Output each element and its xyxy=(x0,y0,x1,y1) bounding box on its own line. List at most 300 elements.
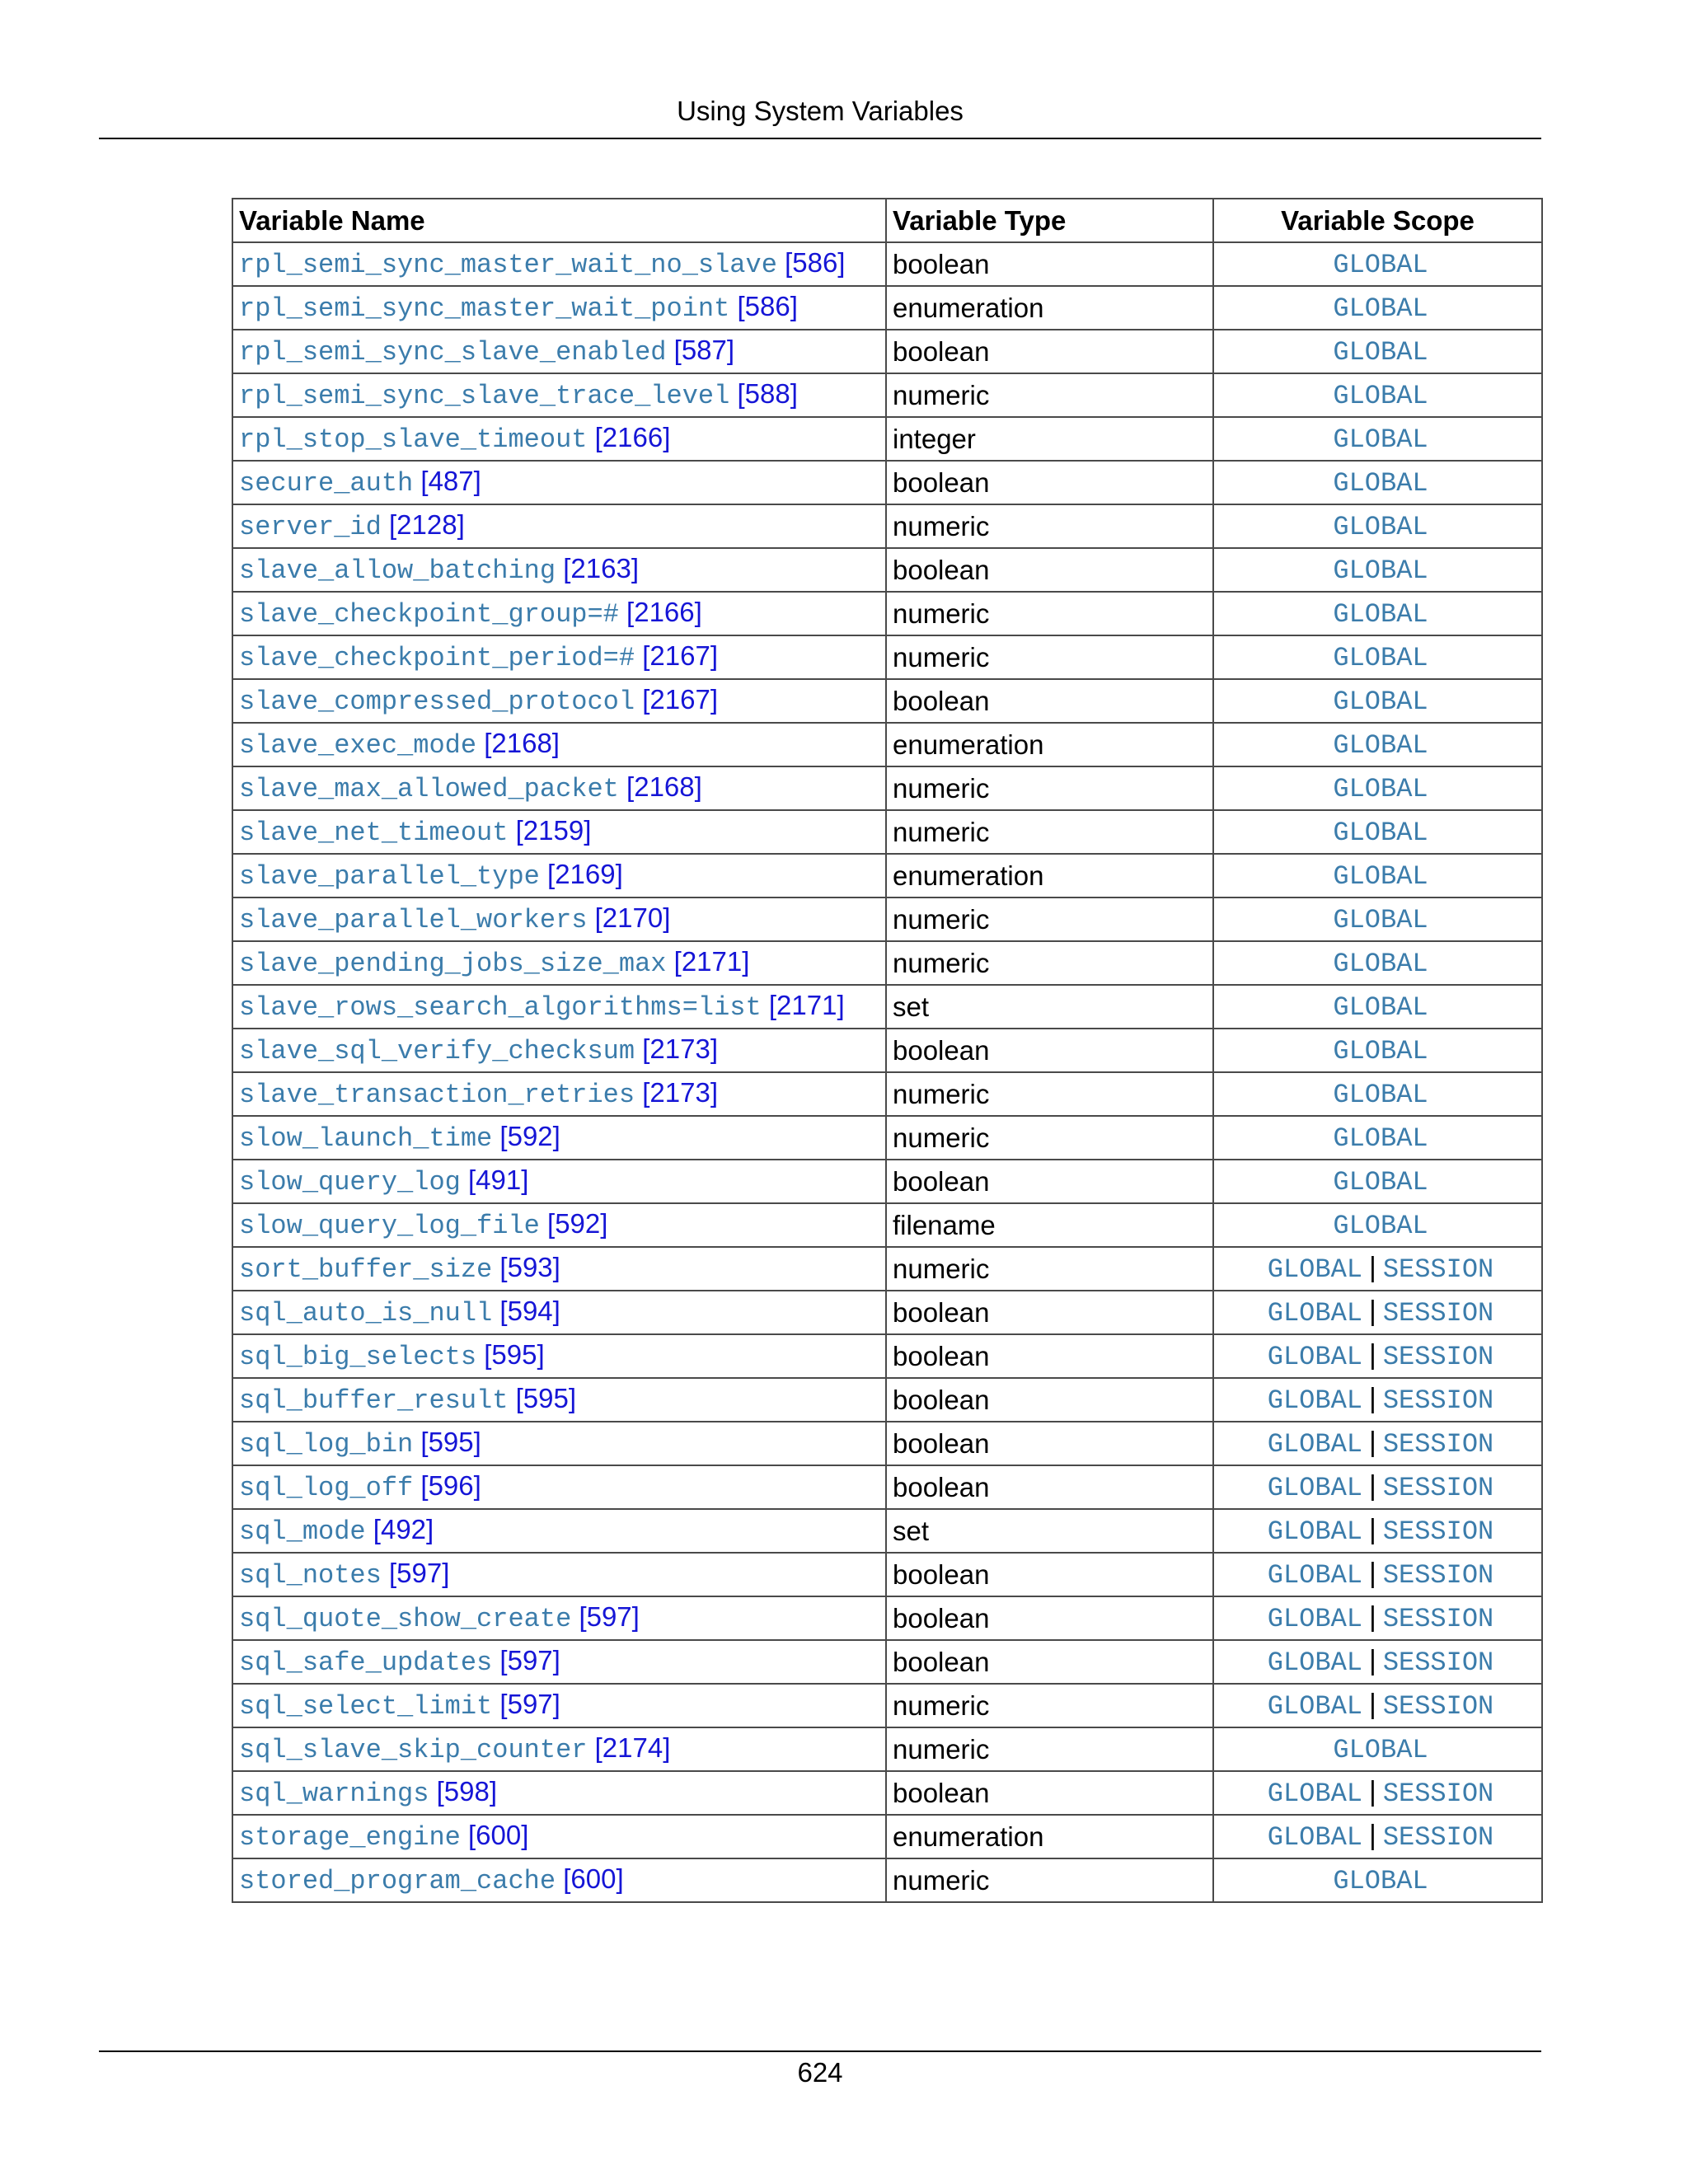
system-variables-table xyxy=(232,198,1543,1903)
variable-type-cell: numeric xyxy=(886,1727,1213,1771)
variable-name-link[interactable]: sql_select_limit xyxy=(239,1691,493,1722)
page-reference-link[interactable]: [491] xyxy=(468,1165,529,1195)
variable-type-cell: numeric xyxy=(886,373,1213,417)
column-header-variable-scope: Variable Scope xyxy=(1213,199,1542,242)
variable-type-cell: boolean xyxy=(886,548,1213,592)
variable-type-cell: numeric xyxy=(886,941,1213,985)
table-row xyxy=(232,635,1542,679)
variable-name-cell xyxy=(232,1640,886,1684)
variable-scope-cell xyxy=(1213,1465,1542,1509)
variable-name-link[interactable]: rpl_semi_sync_slave_trace_level xyxy=(239,381,730,411)
variable-name-link[interactable]: slow_launch_time xyxy=(239,1123,493,1154)
variable-scope-cell xyxy=(1213,1291,1542,1334)
variable-type-cell: boolean xyxy=(886,330,1213,373)
variable-name-cell xyxy=(232,1378,886,1422)
variable-name-link[interactable]: sql_quote_show_create xyxy=(239,1604,572,1634)
page-reference-link[interactable]: [492] xyxy=(373,1514,434,1544)
table-row xyxy=(232,941,1542,985)
variable-name-cell xyxy=(232,417,886,461)
variable-name-link[interactable]: slave_checkpoint_period=# xyxy=(239,643,635,673)
variable-name-cell xyxy=(232,635,886,679)
table-row xyxy=(232,461,1542,504)
scope-value[interactable]: SESSION xyxy=(1382,1385,1494,1416)
variable-type-cell: boolean xyxy=(886,1378,1213,1422)
variable-scope-cell xyxy=(1213,592,1542,635)
variable-scope-cell xyxy=(1213,1553,1542,1596)
scope-value[interactable]: GLOBAL xyxy=(1333,687,1428,717)
table-row xyxy=(232,1422,1542,1465)
column-header-variable-name: Variable Name xyxy=(232,199,886,242)
variable-type-cell: set xyxy=(886,985,1213,1029)
scope-separator: | xyxy=(1368,1645,1376,1676)
page-reference-link[interactable]: [2128] xyxy=(389,509,465,540)
page-reference-link[interactable]: [586] xyxy=(737,291,798,321)
variable-scope-cell xyxy=(1213,1116,1542,1160)
page-reference-link[interactable]: [2173] xyxy=(642,1077,718,1108)
variable-type-cell: filename xyxy=(886,1203,1213,1247)
variable-name-link[interactable]: slave_max_allowed_packet xyxy=(239,774,619,804)
variable-scope-cell xyxy=(1213,242,1542,286)
table-row xyxy=(232,810,1542,854)
page-header-title: Using System Variables xyxy=(677,96,964,126)
variable-name-link[interactable]: secure_auth xyxy=(239,468,414,499)
variable-scope-cell xyxy=(1213,1509,1542,1553)
page-reference-link[interactable]: [592] xyxy=(499,1121,560,1151)
table-row xyxy=(232,1378,1542,1422)
variable-name-cell xyxy=(232,854,886,898)
scope-value[interactable]: GLOBAL xyxy=(1333,1167,1428,1197)
scope-value[interactable]: GLOBAL xyxy=(1333,424,1428,455)
variable-name-link[interactable]: sql_buffer_result xyxy=(239,1385,509,1416)
page-reference-link[interactable]: [2174] xyxy=(594,1732,671,1763)
variable-scope-cell xyxy=(1213,1203,1542,1247)
variable-type-cell: boolean xyxy=(886,1160,1213,1203)
variable-name-cell xyxy=(232,941,886,985)
table-row xyxy=(232,1684,1542,1727)
variable-name-cell xyxy=(232,1858,886,1902)
variable-name-cell xyxy=(232,461,886,504)
scope-separator: | xyxy=(1368,1689,1376,1720)
scope-value[interactable]: GLOBAL xyxy=(1267,1473,1362,1503)
scope-value[interactable]: SESSION xyxy=(1382,1604,1494,1634)
variable-name-cell xyxy=(232,330,886,373)
variable-name-cell xyxy=(232,810,886,854)
variable-name-cell xyxy=(232,1029,886,1072)
scope-value[interactable]: GLOBAL xyxy=(1267,1298,1362,1329)
variable-type-cell: boolean xyxy=(886,1640,1213,1684)
scope-value[interactable]: GLOBAL xyxy=(1333,512,1428,542)
variable-name-cell xyxy=(232,1771,886,1815)
variable-name-cell xyxy=(232,679,886,723)
variable-type-cell: boolean xyxy=(886,1596,1213,1640)
variable-type-cell: numeric xyxy=(886,766,1213,810)
variable-scope-cell xyxy=(1213,1771,1542,1815)
page-reference-link[interactable]: [597] xyxy=(579,1601,640,1632)
variable-name-link[interactable]: sort_buffer_size xyxy=(239,1254,493,1285)
variable-name-cell xyxy=(232,723,886,766)
variable-scope-cell xyxy=(1213,985,1542,1029)
scope-value[interactable]: SESSION xyxy=(1382,1516,1494,1547)
page-reference-link[interactable]: [595] xyxy=(515,1383,577,1413)
variable-type-cell: numeric xyxy=(886,1247,1213,1291)
scope-value[interactable]: GLOBAL xyxy=(1267,1429,1362,1460)
variable-name-cell xyxy=(232,1596,886,1640)
table-row xyxy=(232,242,1542,286)
variable-scope-cell xyxy=(1213,1247,1542,1291)
scope-value[interactable]: SESSION xyxy=(1382,1298,1494,1329)
variable-name-cell xyxy=(232,1334,886,1378)
scope-value[interactable]: SESSION xyxy=(1382,1779,1494,1809)
page-reference-link[interactable]: [595] xyxy=(484,1339,545,1370)
page-reference-link[interactable]: [2170] xyxy=(594,902,671,933)
variable-name-link[interactable]: stored_program_cache xyxy=(239,1866,556,1896)
scope-value[interactable]: SESSION xyxy=(1382,1254,1494,1285)
scope-separator: | xyxy=(1368,1558,1376,1589)
scope-value[interactable]: GLOBAL xyxy=(1333,1211,1428,1241)
table-row xyxy=(232,1291,1542,1334)
scope-value[interactable]: GLOBAL xyxy=(1267,1822,1362,1853)
variable-name-cell xyxy=(232,898,886,941)
table-row xyxy=(232,1029,1542,1072)
variable-scope-cell xyxy=(1213,548,1542,592)
variable-type-cell: numeric xyxy=(886,504,1213,548)
variable-scope-cell xyxy=(1213,1596,1542,1640)
scope-value[interactable]: GLOBAL xyxy=(1333,992,1428,1023)
variable-scope-cell xyxy=(1213,1727,1542,1771)
page-reference-link[interactable]: [595] xyxy=(420,1427,481,1457)
scope-value[interactable]: GLOBAL xyxy=(1267,1647,1362,1678)
table-row xyxy=(232,1727,1542,1771)
scope-separator: | xyxy=(1368,1252,1376,1283)
scope-value[interactable]: GLOBAL xyxy=(1333,1123,1428,1154)
variable-name-link[interactable]: storage_engine xyxy=(239,1822,461,1853)
variable-type-cell: numeric xyxy=(886,1072,1213,1116)
variable-name-link[interactable]: server_id xyxy=(239,512,382,542)
table-row xyxy=(232,766,1542,810)
variable-scope-cell xyxy=(1213,1072,1542,1116)
table-row xyxy=(232,679,1542,723)
scope-value[interactable]: GLOBAL xyxy=(1333,599,1428,630)
variable-name-cell xyxy=(232,1116,886,1160)
variable-name-cell xyxy=(232,504,886,548)
variable-name-link[interactable]: rpl_semi_sync_master_wait_point xyxy=(239,293,730,324)
variable-name-link[interactable]: sql_log_off xyxy=(239,1473,414,1503)
variable-name-link[interactable]: rpl_semi_sync_master_wait_no_slave xyxy=(239,250,777,280)
variable-name-cell xyxy=(232,766,886,810)
variable-name-link[interactable]: slave_checkpoint_group=# xyxy=(239,599,619,630)
variable-scope-cell xyxy=(1213,1858,1542,1902)
table-row xyxy=(232,1858,1542,1902)
variable-name-link[interactable]: slow_query_log_file xyxy=(239,1211,540,1241)
variable-scope-cell xyxy=(1213,1029,1542,1072)
variable-name-link[interactable]: slave_allow_batching xyxy=(239,555,556,586)
page-reference-link[interactable]: [586] xyxy=(785,247,846,278)
scope-value[interactable]: GLOBAL xyxy=(1333,774,1428,804)
page-reference-link[interactable]: [597] xyxy=(389,1558,450,1588)
variable-name-cell xyxy=(232,1291,886,1334)
table-row xyxy=(232,417,1542,461)
variable-scope-cell xyxy=(1213,679,1542,723)
variable-scope-cell xyxy=(1213,504,1542,548)
page-reference-link[interactable]: [2166] xyxy=(626,597,702,627)
variable-scope-cell xyxy=(1213,1160,1542,1203)
variable-scope-cell xyxy=(1213,1334,1542,1378)
variable-type-cell: enumeration xyxy=(886,854,1213,898)
variable-name-link[interactable]: rpl_semi_sync_slave_enabled xyxy=(239,337,667,368)
table-row xyxy=(232,1247,1542,1291)
variable-scope-cell xyxy=(1213,766,1542,810)
page-reference-link[interactable]: [597] xyxy=(499,1645,560,1675)
page-reference-link[interactable]: [2168] xyxy=(484,728,560,758)
table-row xyxy=(232,723,1542,766)
variable-name-cell xyxy=(232,1815,886,1858)
variable-name-link[interactable]: slave_sql_verify_checksum xyxy=(239,1036,635,1066)
scope-value[interactable]: GLOBAL xyxy=(1333,1080,1428,1110)
table-row xyxy=(232,286,1542,330)
variable-scope-cell xyxy=(1213,898,1542,941)
variable-type-cell: boolean xyxy=(886,461,1213,504)
table-row xyxy=(232,504,1542,548)
scope-value[interactable]: SESSION xyxy=(1382,1429,1494,1460)
variable-name-cell xyxy=(232,1072,886,1116)
variable-name-cell xyxy=(232,1684,886,1727)
variable-name-cell xyxy=(232,1422,886,1465)
variable-name-link[interactable]: sql_notes xyxy=(239,1560,382,1591)
page-reference-link[interactable]: [592] xyxy=(547,1208,608,1239)
page-reference-link[interactable]: [598] xyxy=(436,1776,498,1807)
variable-name-cell xyxy=(232,1465,886,1509)
variable-type-cell: enumeration xyxy=(886,286,1213,330)
variable-type-cell: enumeration xyxy=(886,1815,1213,1858)
variable-type-cell: set xyxy=(886,1509,1213,1553)
scope-separator: | xyxy=(1368,1601,1376,1633)
scope-value[interactable]: GLOBAL xyxy=(1333,905,1428,935)
scope-value[interactable]: SESSION xyxy=(1382,1473,1494,1503)
scope-value[interactable]: GLOBAL xyxy=(1267,1385,1362,1416)
variable-name-link[interactable]: slave_rows_search_algorithms=list xyxy=(239,992,762,1023)
scope-value[interactable]: GLOBAL xyxy=(1267,1254,1362,1285)
variable-name-cell xyxy=(232,548,886,592)
table-row xyxy=(232,1116,1542,1160)
table-row xyxy=(232,330,1542,373)
variable-name-cell xyxy=(232,373,886,417)
scope-value[interactable]: GLOBAL xyxy=(1333,468,1428,499)
variable-name-link[interactable]: sql_auto_is_null xyxy=(239,1298,493,1329)
table-row xyxy=(232,1203,1542,1247)
variable-scope-cell xyxy=(1213,417,1542,461)
page-reference-link[interactable]: [588] xyxy=(737,378,798,409)
scope-value[interactable]: GLOBAL xyxy=(1333,555,1428,586)
variable-type-cell: numeric xyxy=(886,898,1213,941)
scope-separator: | xyxy=(1368,1383,1376,1414)
table-row xyxy=(232,1771,1542,1815)
page-reference-link[interactable]: [2171] xyxy=(673,946,750,977)
variable-scope-cell xyxy=(1213,854,1542,898)
scope-separator: | xyxy=(1368,1339,1376,1371)
scope-value[interactable]: GLOBAL xyxy=(1267,1691,1362,1722)
page-reference-link[interactable]: [600] xyxy=(563,1863,624,1894)
variable-name-link[interactable]: sql_slave_skip_counter xyxy=(239,1735,588,1765)
variable-type-cell: numeric xyxy=(886,1116,1213,1160)
scope-value[interactable]: GLOBAL xyxy=(1267,1560,1362,1591)
variable-type-cell: enumeration xyxy=(886,723,1213,766)
table-row xyxy=(232,854,1542,898)
column-header-variable-type: Variable Type xyxy=(886,199,1213,242)
scope-value[interactable]: GLOBAL xyxy=(1333,337,1428,368)
page-reference-link[interactable]: [2168] xyxy=(626,771,702,802)
page-reference-link[interactable]: [487] xyxy=(420,466,481,496)
variable-type-cell: numeric xyxy=(886,1684,1213,1727)
variable-name-link[interactable]: sql_log_bin xyxy=(239,1429,414,1460)
variable-name-cell xyxy=(232,1160,886,1203)
scope-value[interactable]: GLOBAL xyxy=(1333,381,1428,411)
variable-name-link[interactable]: slave_parallel_workers xyxy=(239,905,588,935)
variable-name-link[interactable]: slave_compressed_protocol xyxy=(239,687,635,717)
scope-value[interactable]: GLOBAL xyxy=(1267,1342,1362,1372)
variable-name-link[interactable]: slow_query_log xyxy=(239,1167,461,1197)
table-row xyxy=(232,373,1542,417)
variable-type-cell: integer xyxy=(886,417,1213,461)
table-row xyxy=(232,1160,1542,1203)
page-reference-link[interactable]: [593] xyxy=(499,1252,560,1282)
variable-name-link[interactable]: sql_safe_updates xyxy=(239,1647,493,1678)
scope-value[interactable]: GLOBAL xyxy=(1267,1604,1362,1634)
scope-value[interactable]: SESSION xyxy=(1382,1560,1494,1591)
variable-name-link[interactable]: rpl_stop_slave_timeout xyxy=(239,424,588,455)
variable-scope-cell xyxy=(1213,941,1542,985)
scope-value[interactable]: SESSION xyxy=(1382,1647,1494,1678)
variable-name-link[interactable]: sql_big_selects xyxy=(239,1342,477,1372)
page-reference-link[interactable]: [2167] xyxy=(642,640,718,671)
scope-value[interactable]: GLOBAL xyxy=(1333,250,1428,280)
scope-value[interactable]: GLOBAL xyxy=(1333,1036,1428,1066)
table-row xyxy=(232,898,1542,941)
variable-name-cell xyxy=(232,1727,886,1771)
variable-type-cell: boolean xyxy=(886,1771,1213,1815)
scope-value[interactable]: GLOBAL xyxy=(1333,861,1428,892)
table-row xyxy=(232,1072,1542,1116)
variable-type-cell: numeric xyxy=(886,592,1213,635)
variable-name-link[interactable]: slave_pending_jobs_size_max xyxy=(239,949,667,979)
variable-type-cell: boolean xyxy=(886,1291,1213,1334)
variable-name-link[interactable]: slave_transaction_retries xyxy=(239,1080,635,1110)
page-number: 624 xyxy=(797,2057,843,2088)
scope-separator: | xyxy=(1368,1427,1376,1458)
header-divider xyxy=(99,138,1541,139)
page-reference-link[interactable]: [2159] xyxy=(515,815,592,846)
scope-value[interactable]: GLOBAL xyxy=(1333,293,1428,324)
scope-separator: | xyxy=(1368,1776,1376,1807)
variable-scope-cell xyxy=(1213,330,1542,373)
table-header-row xyxy=(232,199,1542,242)
variable-name-cell xyxy=(232,1509,886,1553)
page-reference-link[interactable]: [597] xyxy=(499,1689,560,1719)
scope-value[interactable]: GLOBAL xyxy=(1267,1779,1362,1809)
variable-name-cell xyxy=(232,242,886,286)
variable-scope-cell xyxy=(1213,1422,1542,1465)
variable-type-cell: boolean xyxy=(886,242,1213,286)
table-row xyxy=(232,548,1542,592)
variable-scope-cell xyxy=(1213,1684,1542,1727)
page-reference-link[interactable]: [2163] xyxy=(563,553,639,583)
scope-separator: | xyxy=(1368,1296,1376,1327)
scope-value[interactable]: GLOBAL xyxy=(1333,730,1428,761)
variable-type-cell: boolean xyxy=(886,1553,1213,1596)
scope-separator: | xyxy=(1368,1820,1376,1851)
scope-value[interactable]: GLOBAL xyxy=(1333,949,1428,979)
table-row xyxy=(232,1596,1542,1640)
scope-value[interactable]: GLOBAL xyxy=(1267,1516,1362,1547)
variable-scope-cell xyxy=(1213,723,1542,766)
table-row xyxy=(232,592,1542,635)
scope-value[interactable]: GLOBAL xyxy=(1333,643,1428,673)
scope-separator: | xyxy=(1368,1514,1376,1545)
variable-scope-cell xyxy=(1213,810,1542,854)
variable-name-cell xyxy=(232,286,886,330)
page-reference-link[interactable]: [2166] xyxy=(594,422,671,452)
table-body xyxy=(232,242,1542,1902)
table-row xyxy=(232,1640,1542,1684)
table-row xyxy=(232,985,1542,1029)
variable-name-link[interactable]: slave_parallel_type xyxy=(239,861,540,892)
variable-name-link[interactable]: slave_exec_mode xyxy=(239,730,477,761)
variable-type-cell: numeric xyxy=(886,810,1213,854)
page-reference-link[interactable]: [2167] xyxy=(642,684,718,715)
variable-type-cell: boolean xyxy=(886,1029,1213,1072)
page-reference-link[interactable]: [2169] xyxy=(547,859,623,889)
variable-name-cell xyxy=(232,1247,886,1291)
variable-name-cell xyxy=(232,1203,886,1247)
table-row xyxy=(232,1334,1542,1378)
scope-value[interactable]: SESSION xyxy=(1382,1342,1494,1372)
variable-name-cell xyxy=(232,592,886,635)
page-reference-link[interactable]: [2173] xyxy=(642,1033,718,1064)
variable-name-link[interactable]: sql_warnings xyxy=(239,1779,429,1809)
scope-separator: | xyxy=(1368,1470,1376,1502)
variable-type-cell: numeric xyxy=(886,635,1213,679)
variable-type-cell: numeric xyxy=(886,1858,1213,1902)
variable-scope-cell xyxy=(1213,1378,1542,1422)
variable-scope-cell xyxy=(1213,635,1542,679)
table-row xyxy=(232,1553,1542,1596)
variable-type-cell: boolean xyxy=(886,679,1213,723)
scope-value[interactable]: GLOBAL xyxy=(1333,1866,1428,1896)
page-reference-link[interactable]: [594] xyxy=(499,1296,560,1326)
variable-name-link[interactable]: slave_net_timeout xyxy=(239,818,509,848)
scope-value[interactable]: SESSION xyxy=(1382,1691,1494,1722)
scope-value[interactable]: GLOBAL xyxy=(1333,818,1428,848)
page-reference-link[interactable]: [600] xyxy=(468,1820,529,1850)
variable-name-cell xyxy=(232,1553,886,1596)
page-reference-link[interactable]: [2171] xyxy=(768,990,845,1020)
variable-name-link[interactable]: sql_mode xyxy=(239,1516,366,1547)
variable-scope-cell xyxy=(1213,461,1542,504)
scope-value[interactable]: SESSION xyxy=(1382,1822,1494,1853)
table-row xyxy=(232,1465,1542,1509)
variable-type-cell: boolean xyxy=(886,1422,1213,1465)
variable-name-cell xyxy=(232,985,886,1029)
page-reference-link[interactable]: [596] xyxy=(420,1470,481,1501)
variable-type-cell: boolean xyxy=(886,1465,1213,1509)
variable-scope-cell xyxy=(1213,1640,1542,1684)
table-row xyxy=(232,1509,1542,1553)
variable-scope-cell xyxy=(1213,373,1542,417)
scope-value[interactable]: GLOBAL xyxy=(1333,1735,1428,1765)
page-reference-link[interactable]: [587] xyxy=(673,335,735,365)
variable-scope-cell xyxy=(1213,286,1542,330)
variable-type-cell: boolean xyxy=(886,1334,1213,1378)
table-row xyxy=(232,1815,1542,1858)
